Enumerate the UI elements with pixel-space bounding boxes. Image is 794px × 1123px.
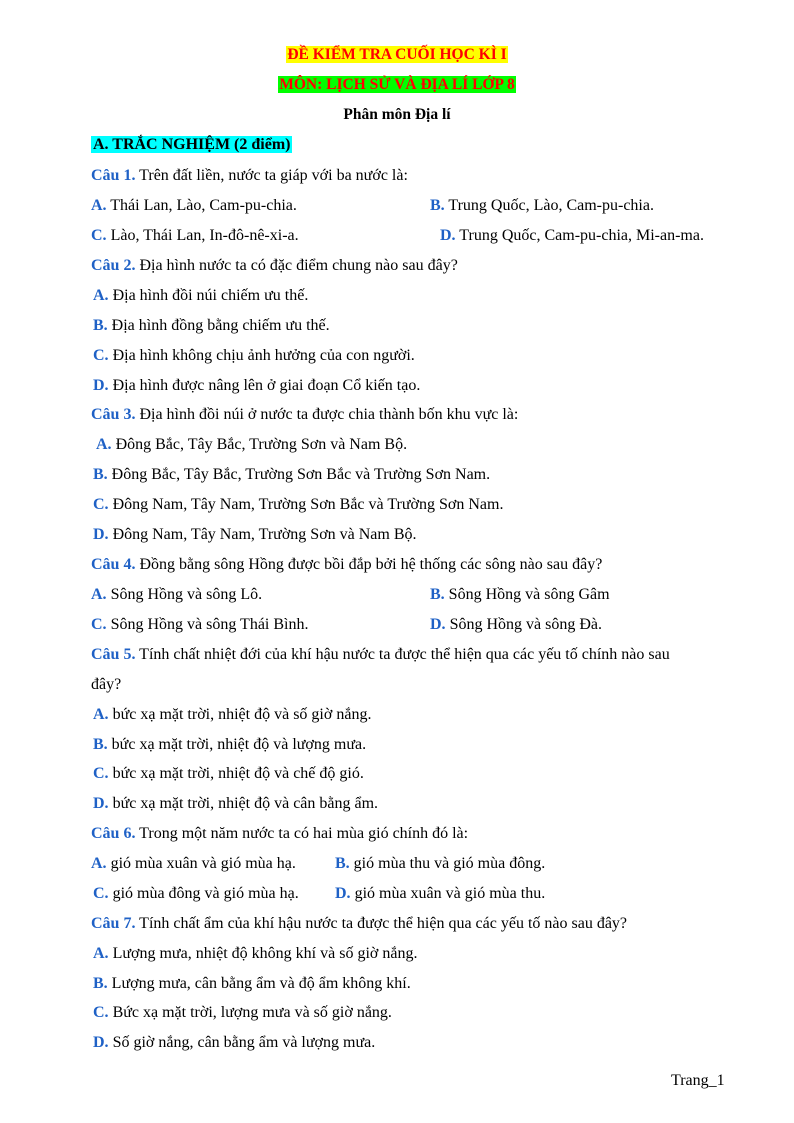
option-4d: D. Sông Hồng và sông Đà. <box>430 616 602 633</box>
question-3: Câu 3. Địa hình đồi núi ở nước ta được chia thành bốn khu vực là: <box>91 406 519 423</box>
option-6a: A. gió mùa xuân và gió mùa hạ. <box>91 855 296 872</box>
question-2: Câu 2. Địa hình nước ta có đặc điểm chung nào sau đây? <box>91 257 458 274</box>
option-2b: B. Địa hình đồng bằng chiếm ưu thế. <box>93 317 330 334</box>
option-3a: A. Đông Bắc, Tây Bắc, Trường Sơn và Nam Bộ. <box>96 436 408 453</box>
option-3d: D. Đông Nam, Tây Nam, Trường Sơn và Nam Bộ. <box>93 526 417 543</box>
option-7b: B. Lượng mưa, cân bằng ẩm và độ ẩm không khí. <box>93 975 411 992</box>
question-1: Câu 1. Trên đất liền, nước ta giáp với ba nước là: <box>91 167 408 184</box>
option-5d: D. bức xạ mặt trời, nhiệt độ và cân bằng ẩm. <box>93 795 379 812</box>
option-5b: B. bức xạ mặt trời, nhiệt độ và lượng mưa. <box>93 736 367 753</box>
option-4b: B. Sông Hồng và sông Gâm <box>430 586 610 603</box>
option-1c: C. Lào, Thái Lan, In-đô-nê-xi-a. <box>91 227 299 244</box>
option-7d: D. Số giờ nắng, cân bằng ẩm và lượng mưa. <box>93 1034 376 1051</box>
option-1a: A. Thái Lan, Lào, Cam-pu-chia. <box>91 197 297 214</box>
option-6b: B. gió mùa thu và gió mùa đông. <box>335 855 546 872</box>
option-5a: A. bức xạ mặt trời, nhiệt độ và số giờ nắng. <box>93 706 372 723</box>
option-1d: D. Trung Quốc, Cam-pu-chia, Mi-an-ma. <box>440 227 704 244</box>
option-5c: C. bức xạ mặt trời, nhiệt độ và chế độ gió. <box>93 765 364 782</box>
option-7a: A. Lượng mưa, nhiệt độ không khí và số giờ nắng. <box>93 945 418 962</box>
option-3c: C. Đông Nam, Tây Nam, Trường Sơn Bắc và Trường Sơn Nam. <box>93 496 504 513</box>
exam-title: ĐỀ KIỂM TRA CUỐI HỌC KÌ I <box>287 46 507 63</box>
question-5: Câu 5. Tính chất nhiệt đới của khí hậu nước ta được thể hiện qua các yếu tố chính nào sau <box>91 646 670 663</box>
option-4c: C. Sông Hồng và sông Thái Bình. <box>91 616 309 633</box>
option-1b: B. Trung Quốc, Lào, Cam-pu-chia. <box>430 197 654 214</box>
option-2a: A. Địa hình đồi núi chiếm ưu thế. <box>93 287 309 304</box>
option-4a: A. Sông Hồng và sông Lô. <box>91 586 263 603</box>
question-4: Câu 4. Đồng bằng sông Hồng được bồi đắp bởi hệ thống các sông nào sau đây? <box>91 556 603 573</box>
question-7: Câu 7. Tính chất ẩm của khí hậu nước ta được thể hiện qua các yếu tố nào sau đây? <box>91 915 628 932</box>
option-2d: D. Địa hình được nâng lên ở giai đoạn Cổ kiến tạo. <box>93 377 421 394</box>
option-7c: C. Bức xạ mặt trời, lượng mưa và số giờ nắng. <box>93 1004 392 1021</box>
part-title: Phân môn Địa lí <box>343 106 451 123</box>
option-6c: C. gió mùa đông và gió mùa hạ. <box>93 885 299 902</box>
section-heading: A. TRẮC NGHIỆM (2 điểm) <box>93 136 291 153</box>
question-5-cont: đây? <box>91 676 122 693</box>
option-3b: B. Đông Bắc, Tây Bắc, Trường Sơn Bắc và Trường Sơn Nam. <box>93 466 491 483</box>
page-number: Trang_1 <box>671 1072 725 1089</box>
option-6d: D. gió mùa xuân và gió mùa thu. <box>335 885 546 902</box>
option-2c: C. Địa hình không chịu ảnh hưởng của con người. <box>93 347 415 364</box>
subject-title: MÔN: LỊCH SỬ VÀ ĐỊA LÍ LỚP 8 <box>279 76 515 93</box>
question-6: Câu 6. Trong một năm nước ta có hai mùa gió chính đó là: <box>91 825 469 842</box>
